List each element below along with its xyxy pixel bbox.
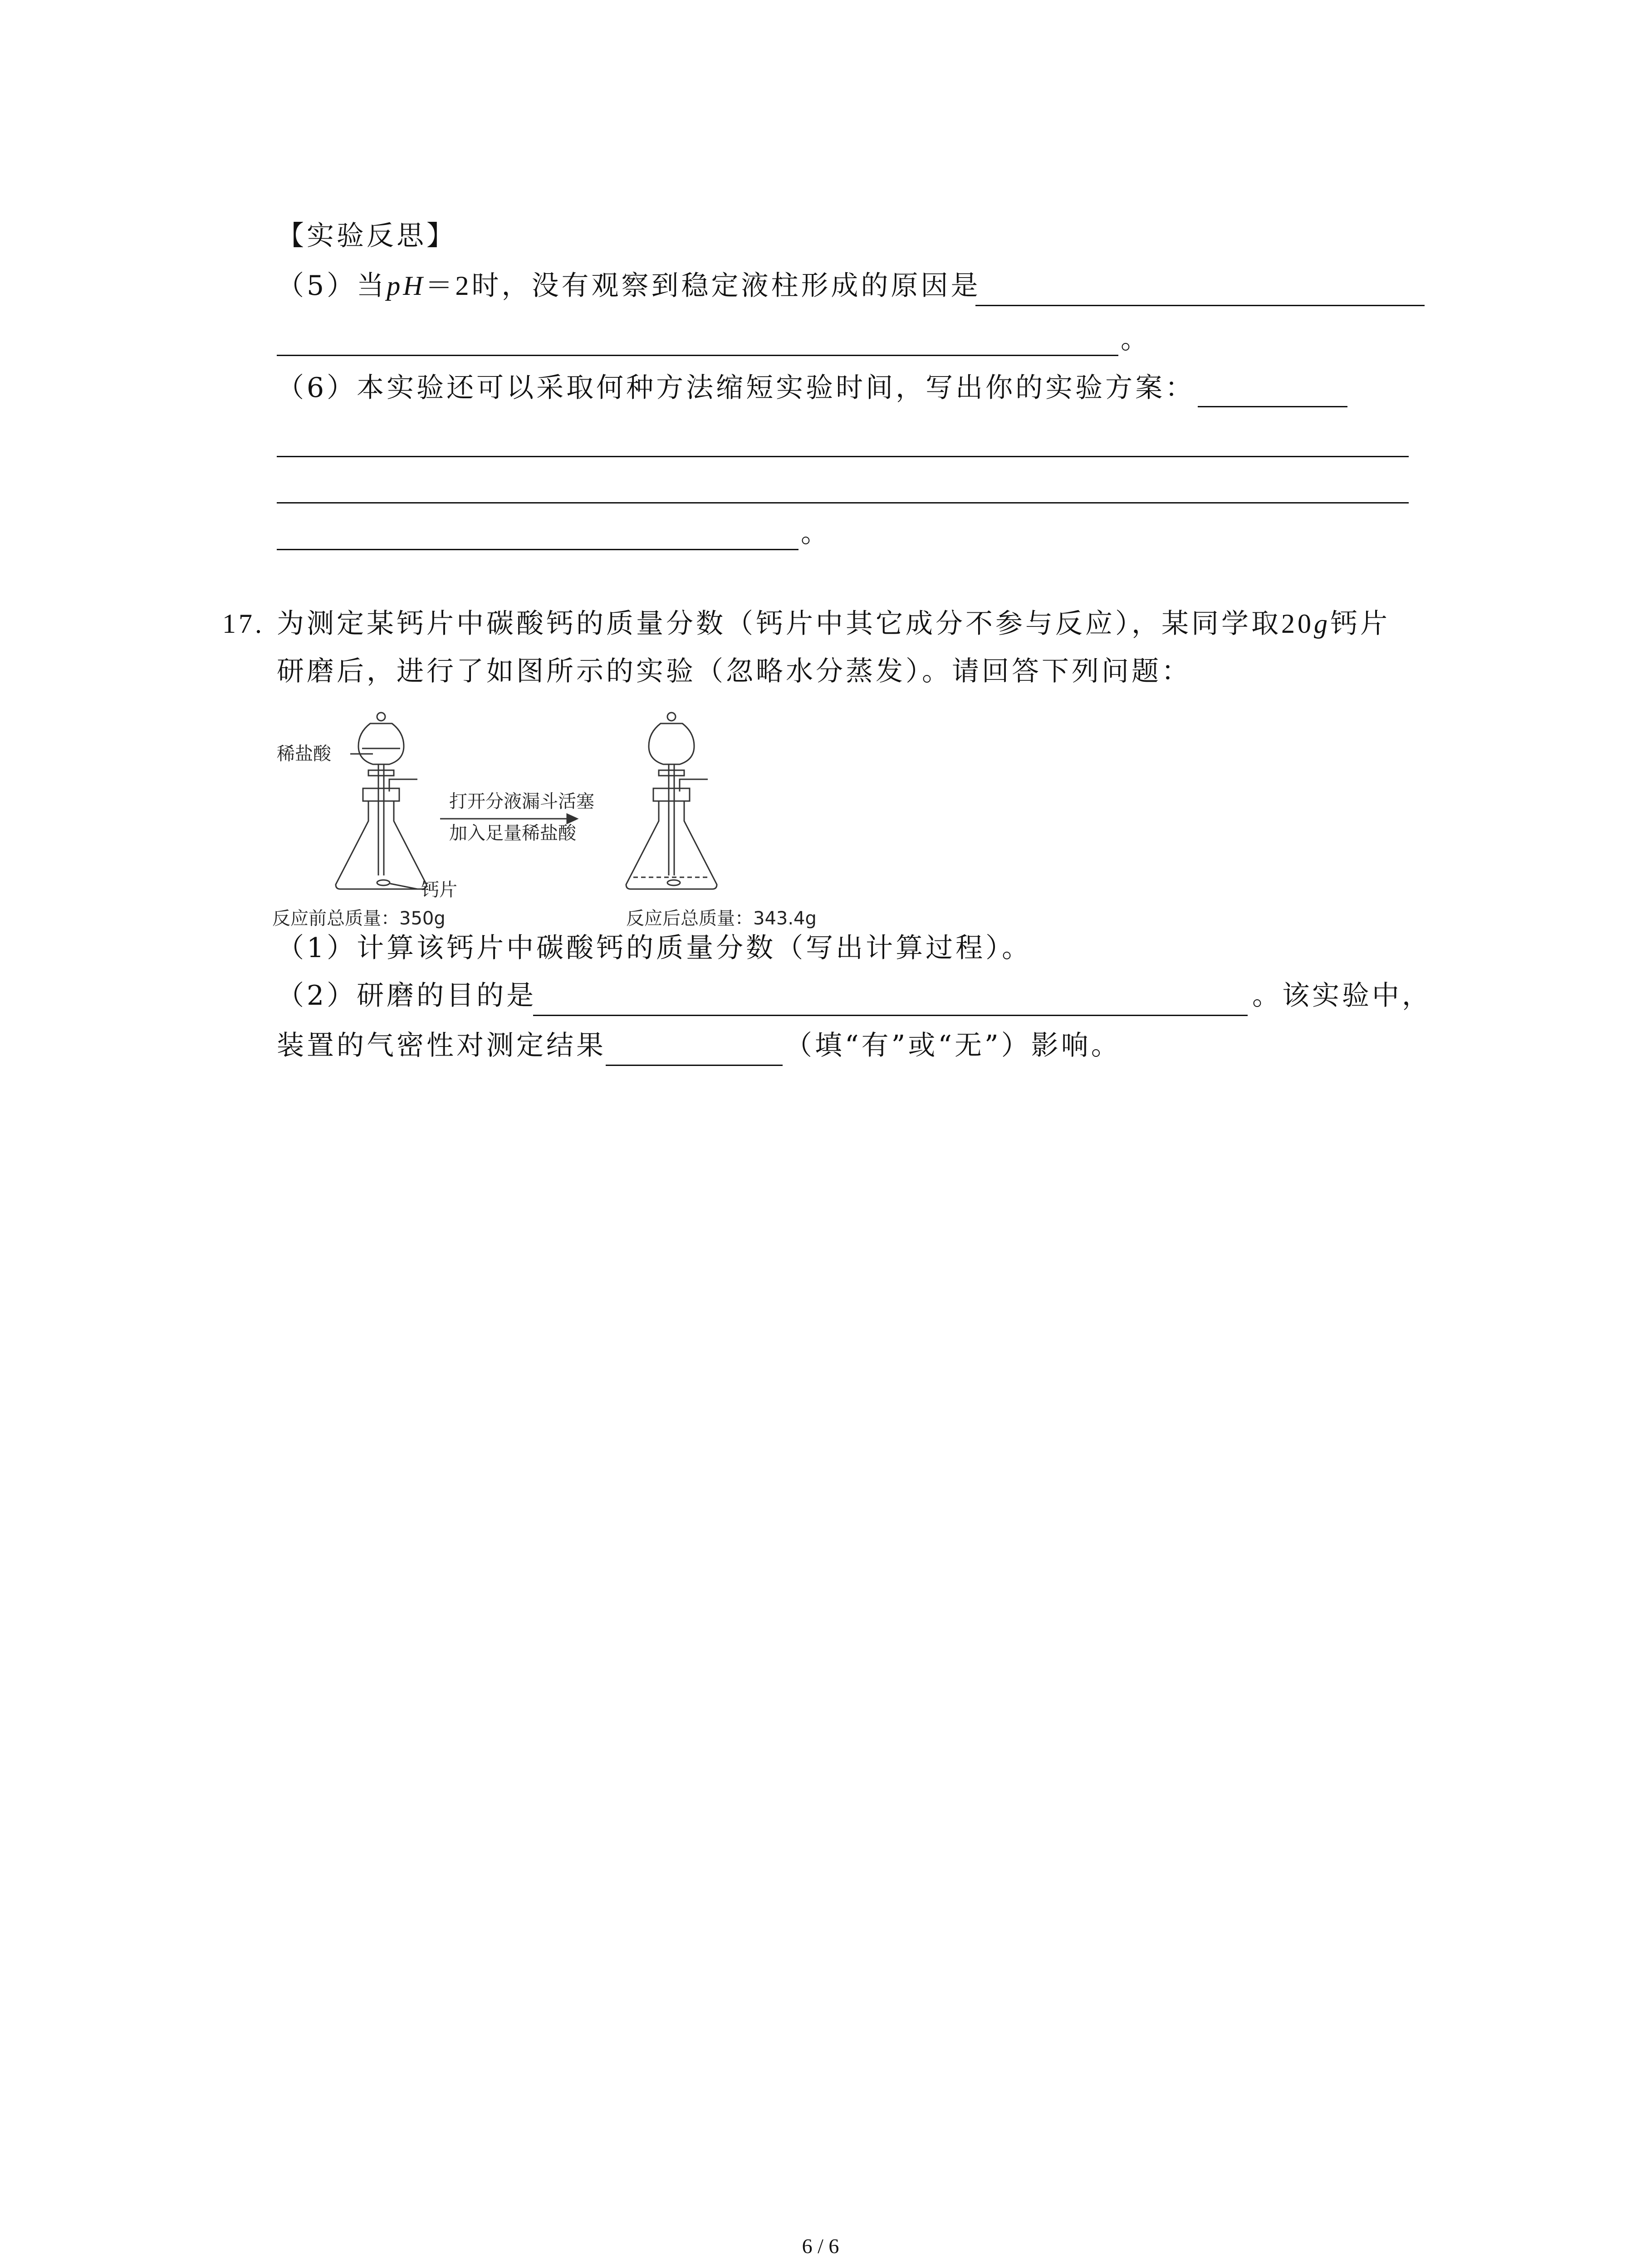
q5-ph: pH	[387, 271, 426, 301]
q5-rest: 时，没有观察到稳定液柱形成的原因是	[471, 270, 981, 302]
left-funnel-bulb	[358, 723, 404, 764]
q5-end-mark: 。	[1121, 323, 1151, 355]
right-funnel-stopcock	[659, 770, 684, 776]
question-17-number: 17.	[222, 609, 265, 639]
q6-end-mark: 。	[801, 517, 831, 549]
q17-line1-a: 为测定某钙片中碳酸钙的质量分数（钙片中其它成分不参与反应），某同学取	[277, 608, 1281, 640]
q17-subquestion-2-a: （2）研磨的目的是	[277, 980, 537, 1012]
question-17-line-2: 研磨后，进行了如图所示的实验（忽略水分蒸发）。请回答下列问题：	[277, 655, 1191, 687]
left-funnel-stopcock	[368, 770, 394, 776]
arrow-label-1: 打开分液漏斗活塞	[449, 791, 594, 812]
q6-answer-blank-1[interactable]	[1198, 406, 1347, 407]
left-tablet-pointer	[390, 884, 417, 889]
process-arrowhead	[567, 814, 577, 823]
question-17-line-1	[277, 606, 1390, 642]
q5-answer-blank-1[interactable]	[975, 305, 1425, 306]
q17-subquestion-2-d: （填“有”或“无”）影响。	[785, 1030, 1121, 1061]
right-funnel-bulb	[649, 723, 694, 764]
q17-subquestion-1: （1）计算该钙片中碳酸钙的质量分数（写出计算过程）。	[277, 932, 1032, 964]
experiment-apparatus-figure	[268, 703, 876, 930]
q6-answer-blank-3[interactable]	[277, 502, 1409, 503]
q17-grind-purpose-blank[interactable]	[533, 1015, 1248, 1016]
right-funnel-stem-lower	[669, 782, 674, 875]
left-conical-flask	[336, 801, 426, 889]
q17-mass-number: 20	[1281, 609, 1314, 639]
question-6-text: （6）本实验还可以采取何种方法缩短实验时间，写出你的实验方案：	[277, 372, 1195, 404]
right-funnel-stem-upper	[669, 764, 674, 782]
left-funnel-stem-lower	[378, 782, 384, 875]
q5-answer-blank-2[interactable]	[277, 355, 1118, 356]
right-outlet-tube	[680, 779, 708, 792]
tablet-label: 钙片	[421, 880, 457, 900]
right-conical-flask	[626, 801, 717, 889]
arrow-label-2: 加入足量稀盐酸	[449, 823, 576, 844]
left-funnel-stem-upper	[378, 764, 384, 782]
left-tablet	[377, 880, 390, 885]
q6-answer-blank-2[interactable]	[277, 456, 1409, 457]
q5-prefix: （5）当	[277, 270, 387, 302]
q17-subquestion-2-b: 。该实验中，	[1252, 980, 1432, 1012]
q17-line1-b: 钙片	[1330, 608, 1390, 640]
q17-airtightness-blank[interactable]	[606, 1065, 783, 1066]
acid-label: 稀盐酸	[277, 743, 331, 764]
left-flask-stopper	[363, 788, 399, 801]
reflection-heading: 【实验反思】	[277, 220, 456, 252]
right-tablet	[667, 880, 680, 885]
q17-mass-unit: g	[1314, 609, 1330, 639]
q5-eq: ＝2	[425, 271, 472, 301]
q17-subquestion-2-c: 装置的气密性对测定结果	[277, 1030, 606, 1061]
right-funnel-stopper	[667, 713, 676, 721]
question-5-text	[277, 268, 981, 304]
left-funnel-stopper	[377, 713, 385, 721]
after-mass-label: 反应后总质量：343.4g	[626, 908, 817, 929]
before-mass-label: 反应前总质量：350g	[272, 908, 446, 929]
page-number: 6 / 6	[802, 2234, 839, 2258]
right-flask-stopper	[653, 788, 690, 801]
q6-answer-blank-4[interactable]	[277, 549, 798, 550]
left-outlet-tube	[389, 779, 417, 792]
